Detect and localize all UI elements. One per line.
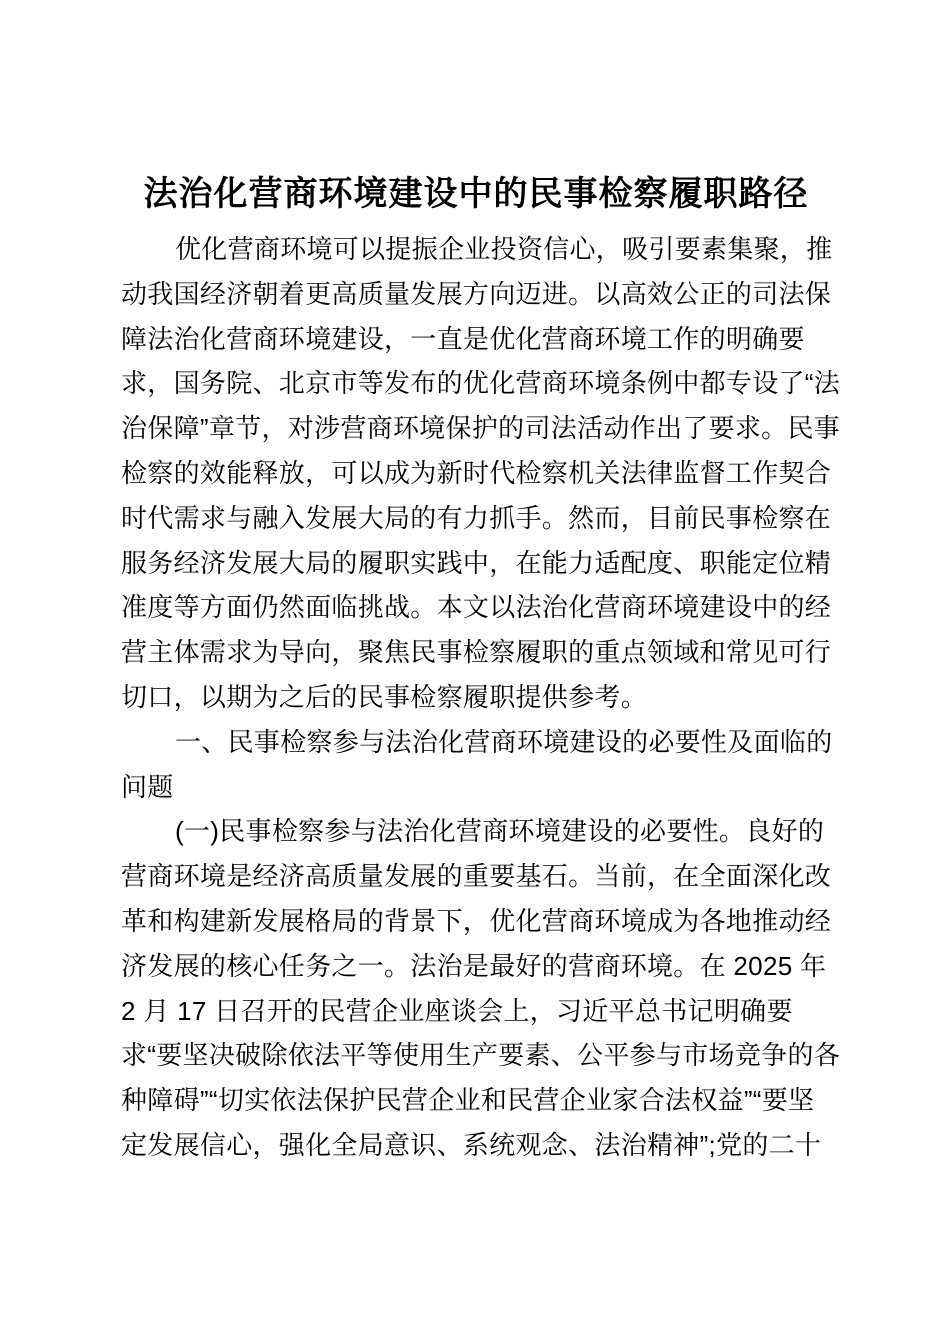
text-line: 求“要坚决破除依法平等使用生产要素、公平参与市场竞争的各 [121, 1040, 841, 1071]
text-line: 切口，以期为之后的民事检察履职提供参考。 [121, 681, 648, 712]
document-title: 法治化营商环境建设中的民事检察履职路径 [143, 175, 809, 213]
text-line: 种障碍”“切实依法保护民营企业和民营企业家合法权益”“要坚 [121, 1085, 815, 1116]
text-line: 求，国务院、北京市等发布的优化营商环境条例中都专设了“法 [121, 368, 841, 399]
text-line: 时代需求与融入发展大局的有力抓手。然而，目前民事检察在 [121, 502, 832, 533]
text-line: 治保障”章节，对涉营商环境保护的司法活动作出了要求。民事 [121, 413, 841, 444]
text-line: 一、民事检察参与法治化营商环境建设的必要性及面临的 [175, 726, 833, 757]
document-body [121, 227, 841, 1168]
text-line: 优化营商环境可以提振企业投资信心，吸引要素集聚，推 [175, 234, 833, 264]
text-line: 定发展信心，强化全局意识、系统观念、法治精神”;党的二十 [121, 1129, 822, 1160]
text-line: 营主体需求为导向，聚焦民事检察履职的重点领域和常见可行 [121, 637, 832, 668]
text-line: 检察的效能释放，可以成为新时代检察机关法律监督工作契合 [121, 457, 832, 488]
text-line: 济发展的核心任务之一。法治是最好的营商环境。在 2025 年 [121, 950, 827, 981]
text-line: 障法治化营商环境建设，一直是优化营商环境工作的明确要 [121, 323, 805, 354]
text-line: 2 月 17 日召开的民营企业座谈会上，习近平总书记明确要 [121, 995, 793, 1026]
text-line: 营商环境是经济高质量发展的重要基石。当前，在全面深化改 [121, 861, 832, 892]
text-line: 服务经济发展大局的履职实践中，在能力适配度、职能定位精 [121, 547, 832, 578]
text-line: 问题 [121, 771, 174, 802]
text-line: 动我国经济朝着更高质量发展方向迈进。以高效公正的司法保 [121, 278, 832, 309]
text-line: 准度等方面仍然面临挑战。本文以法治化营商环境建设中的经 [121, 592, 832, 623]
text-line: 革和构建新发展格局的背景下，优化营商环境成为各地推动经 [121, 905, 832, 936]
text-line: (一)民事检察参与法治化营商环境建设的必要性。良好的 [175, 816, 825, 847]
